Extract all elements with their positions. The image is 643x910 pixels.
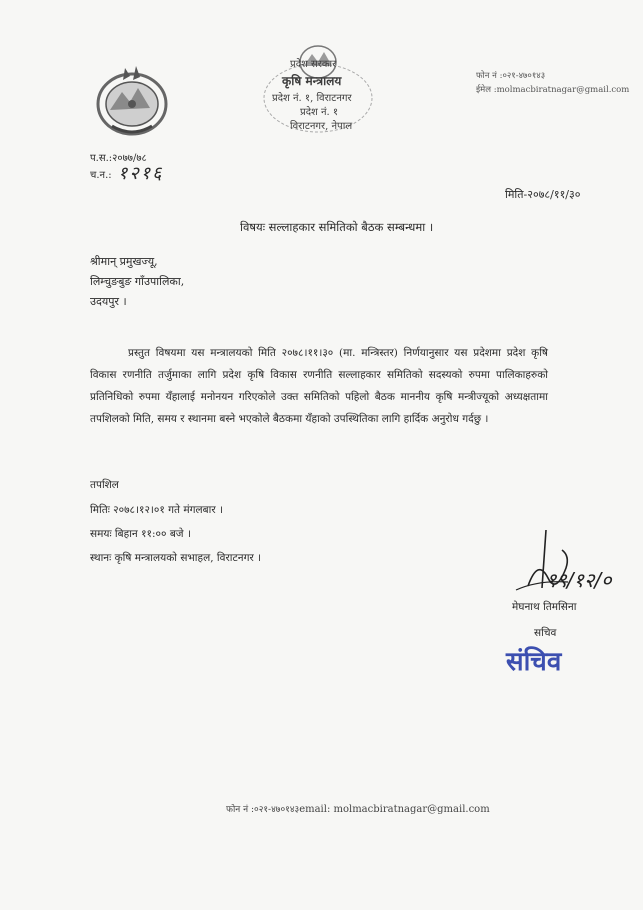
header-email: ईमेल :molmacbiratnagar@gmail.com	[476, 85, 630, 95]
header-phone: फोन नं :०२१-४७०१४३	[476, 71, 546, 81]
signature-handwritten-date: १९/१२/०	[546, 568, 612, 592]
cn-label: च.न.:	[90, 170, 112, 181]
recipient-line-1: श्रीमान् प्रमुखज्यू,	[90, 255, 158, 268]
letter-date: मिति-२०७८/११/३०	[505, 188, 581, 201]
details-time: समयः बिहान ११:०० बजे ।	[90, 528, 191, 540]
letter-body: प्रस्तुत विषयमा यस मन्त्रालयको मिति २०७८।११।३० (मा. मन्त्रिस्तर) निर्णयानुसार यस प्रदेशमा प्रदेश कृषि विकास रणनीति तर्जुमाका लागि प्रदेश कृषि विकास रणनीति सल्लाहकार समितिको सदस्यको रुपमा पालिकाहरुको प्रतिनिधिको रुपमा यँहालाई मनोनयन गरिएकोले उक्त समितिको पहिलो बैठक माननीय कृषि मन्त्रीज्यूको अध्यक्षतामा तपशिलको मिति, समय र स्थानमा बस्ने भएकोले बैठकमा यँहाको उपस्थितिका लागि हार्दिक अनुरोध गर्दछु ।	[90, 347, 548, 425]
details-place: स्थानः कृषि मन्त्रालयको सभाहल, विराटनगर ।	[90, 552, 262, 564]
signatory-title: सचिव	[534, 627, 557, 639]
recipient-line-2: लिम्चुङबुङ गाँउपालिका,	[90, 275, 185, 288]
details-heading: तपशिल	[90, 479, 119, 491]
details-date: मितिः २०७८।१२।०१ गते मंगलबार ।	[90, 504, 224, 516]
seal-line-4: प्रदेश नं. १	[300, 107, 339, 118]
seal-line-5: विराटनगर, नेपाल	[290, 121, 353, 132]
letter-subject: विषयः सल्लाहकार समितिको बैठक सम्बन्धमा ।	[240, 220, 434, 234]
recipient-line-3: उदयपुर ।	[90, 295, 127, 308]
signatory-name: मेघनाथ तिमसिना	[512, 601, 577, 613]
ps-number: प.स.:२०७७/७८	[90, 153, 147, 164]
cn-number-handwritten: १२१६	[118, 163, 164, 184]
nepal-emblem-icon	[92, 60, 172, 140]
footer-contact	[226, 802, 490, 815]
seal-line-2: कृषि मन्त्रालय	[282, 74, 342, 88]
secretary-stamp: संचिव	[506, 647, 562, 677]
footer-email: email: molmacbiratnagar@gmail.com	[299, 804, 490, 815]
footer-phone: फोन नं :०२१-४७०१४३	[226, 805, 300, 815]
seal-line-1: प्रदेश सरकार	[290, 59, 337, 70]
seal-line-3: प्रदेश नं. १, विराटनगर	[272, 93, 352, 104]
